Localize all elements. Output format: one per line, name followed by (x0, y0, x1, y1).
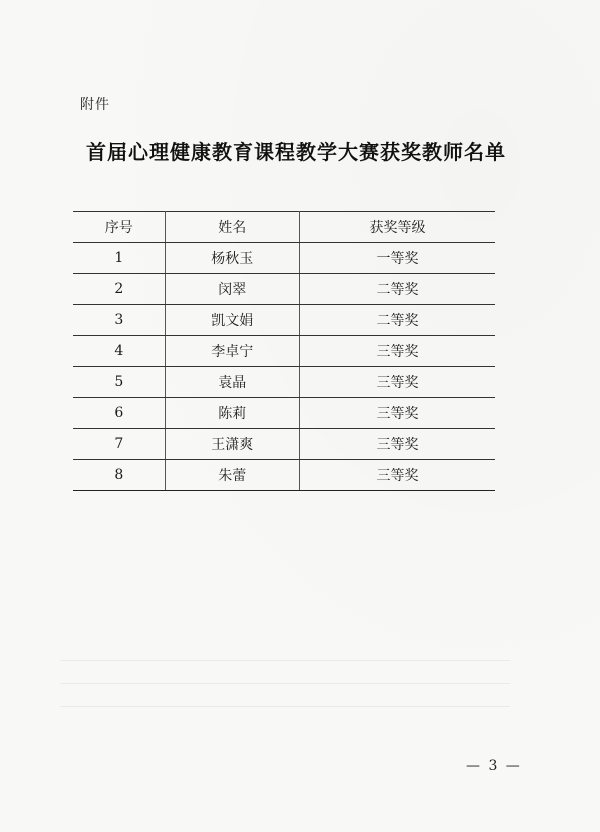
award-level-cell: 三等奖 (299, 336, 495, 367)
attachment-label: 附件 (80, 97, 110, 113)
divider (60, 706, 510, 707)
table-row (73, 429, 495, 460)
table-header-row (73, 212, 495, 243)
table-row (73, 367, 495, 398)
table-row (73, 336, 495, 367)
name-cell: 袁晶 (165, 367, 299, 398)
page-number: — 3 — (466, 758, 522, 774)
table-row (73, 305, 495, 336)
award-level-cell: 三等奖 (299, 398, 495, 429)
award-level-cell: 三等奖 (299, 367, 495, 398)
award-level-cell: 二等奖 (299, 305, 495, 336)
header-award-level: 获奖等级 (299, 212, 495, 243)
serial-number-cell: 3 (73, 305, 165, 336)
name-cell: 王潇爽 (165, 429, 299, 460)
name-cell: 闵翠 (165, 274, 299, 305)
name-cell: 杨秋玉 (165, 243, 299, 274)
table-row (73, 398, 495, 429)
serial-number-cell: 6 (73, 398, 165, 429)
serial-number-cell: 5 (73, 367, 165, 398)
header-serial-number: 序号 (73, 212, 165, 243)
document-title: 首届心理健康教育课程教学大赛获奖教师名单 (86, 140, 506, 164)
award-level-cell: 三等奖 (299, 429, 495, 460)
serial-number-cell: 7 (73, 429, 165, 460)
serial-number-cell: 4 (73, 336, 165, 367)
table-row (73, 243, 495, 274)
divider (60, 683, 510, 684)
award-winners-table (73, 211, 495, 491)
name-cell: 凯文娟 (165, 305, 299, 336)
header-name: 姓名 (165, 212, 299, 243)
award-level-cell: 二等奖 (299, 274, 495, 305)
bleed-through-footer (60, 660, 510, 730)
name-cell: 陈莉 (165, 398, 299, 429)
name-cell: 朱蕾 (165, 460, 299, 491)
name-cell: 李卓宁 (165, 336, 299, 367)
serial-number-cell: 2 (73, 274, 165, 305)
table-row (73, 460, 495, 491)
divider (60, 660, 510, 661)
table-row (73, 274, 495, 305)
award-level-cell: 一等奖 (299, 243, 495, 274)
serial-number-cell: 1 (73, 243, 165, 274)
award-level-cell: 三等奖 (299, 460, 495, 491)
serial-number-cell: 8 (73, 460, 165, 491)
